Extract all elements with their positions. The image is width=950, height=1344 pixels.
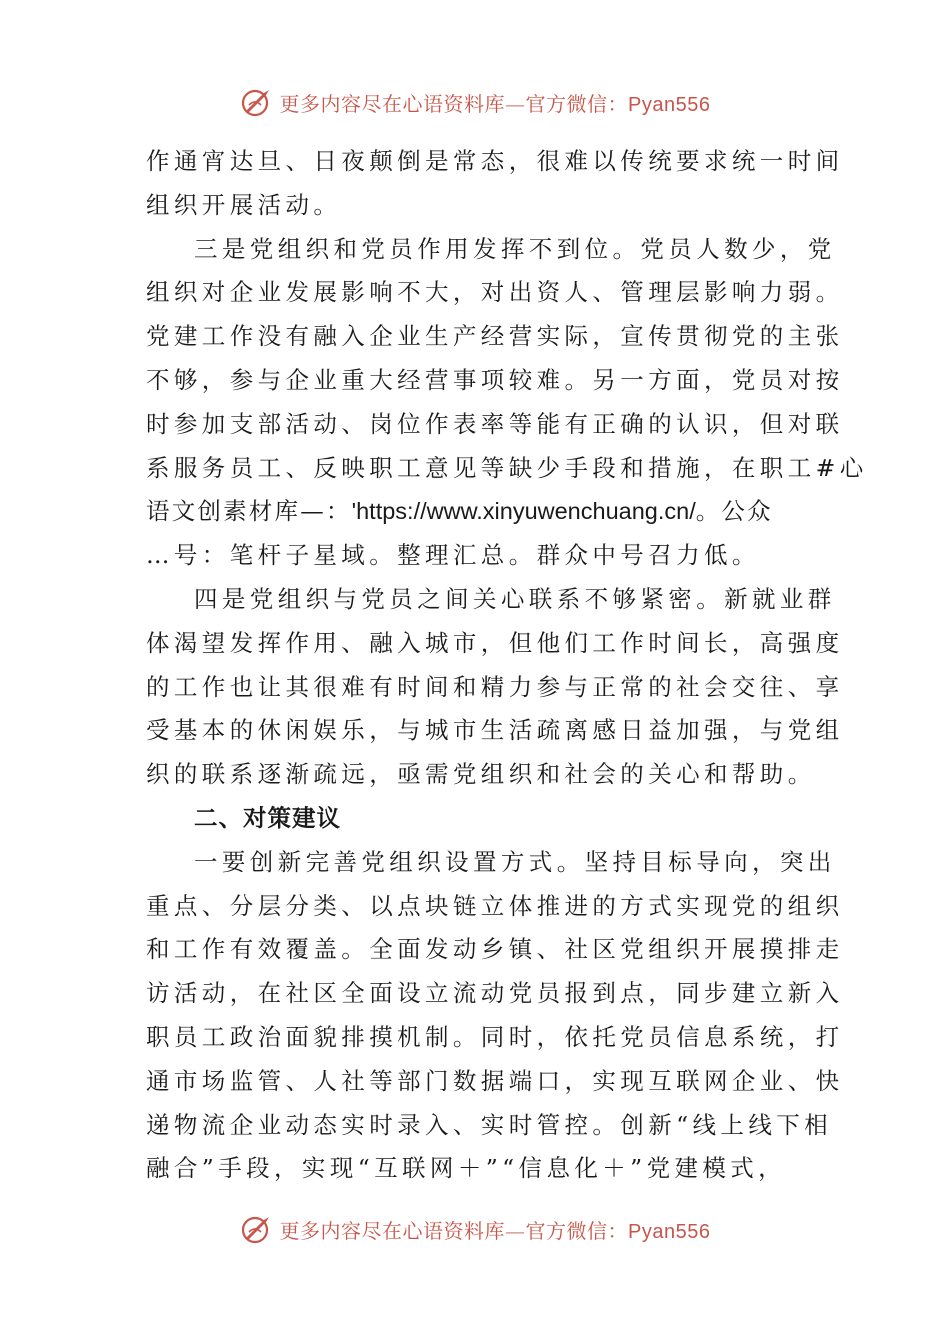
paragraph-line: 递物流企业动态实时录入、实时管控。创新“线上线下相 [146,1110,833,1139]
paragraph-line: 组织开展活动。 [146,190,342,219]
paragraph-line: 系服务员工、反映职工意见等缺少手段和措施，在职工#心 [146,453,868,482]
paragraph-line: 受基本的休闲娱乐，与城市生活疏离感日益加强，与党组 [146,716,844,745]
paragraph-line: 融合”手段，实现“互联网＋”“信息化＋”党建模式， [146,1154,787,1183]
section-heading: 二、对策建议 [194,803,341,832]
paragraph-line: 重点、分层分类、以点块链立体推进的方式实现党的组织 [146,891,844,920]
url-suffix: 。公众 [695,497,773,526]
url-prefix: 语文创素材库—： [146,497,352,526]
paragraph-line: 时参加支部活动、岗位作表率等能有正确的认识，但对联 [146,409,844,438]
pen-logo-icon [240,85,274,119]
paragraph-line: 一要创新完善党组织设置方式。坚持目标导向，突出 [194,847,836,876]
paragraph-line: 不够，参与企业重大经营事项较难。另一方面，党员对按 [146,365,844,394]
top-watermark-banner [0,82,950,122]
paragraph-line: 访活动，在社区全面设立流动党员报到点，同步建立新入 [146,979,844,1008]
url-line [146,490,806,534]
document-body [146,140,868,1191]
paragraph-line: 通市场监管、人社等部门数据端口，实现互联网企业、快 [146,1066,844,1095]
paragraph-line: 四是党组织与党员之间关心联系不够紧密。新就业群 [194,584,836,613]
watermark-text: 更多内容尽在心语资料库—官方微信：Pyan556 [279,91,711,116]
paragraph-line: …号：笔杆子星域。整理汇总。群众中号召力低。 [146,541,760,570]
paragraph-line: 织的联系逐渐疏远，亟需党组织和社会的关心和帮助。 [146,760,816,789]
paragraph-line: 的工作也让其很难有时间和精力参与正常的社会交往、享 [146,672,844,701]
bottom-watermark-banner [0,1209,950,1249]
paragraph-line: 三是党组织和党员作用发挥不到位。党员人数少，党 [194,234,836,263]
paragraph-line: 党建工作没有融入企业生产经营实际，宣传贯彻党的主张 [146,322,844,351]
paragraph-line: 作通宵达旦、日夜颠倒是常态，很难以传统要求统一时间 [146,147,844,175]
pen-logo-icon [240,1212,274,1246]
paragraph-line: 和工作有效覆盖。全面发动乡镇、社区党组织开展摸排走 [146,935,844,964]
watermark-text: 更多内容尽在心语资料库—官方微信：Pyan556 [279,1218,711,1243]
paragraph-line: 组织对企业发展影响不大，对出资人、管理层影响力弱。 [146,278,844,307]
paragraph-line: 职员工政治面貌排摸机制。同时，依托党员信息系统，打 [146,1022,844,1051]
source-url: 'https://www.xinyuwenchuang.cn/ [351,498,696,525]
paragraph-line: 体渴望发挥作用、融入城市，但他们工作时间长，高强度 [146,628,844,657]
